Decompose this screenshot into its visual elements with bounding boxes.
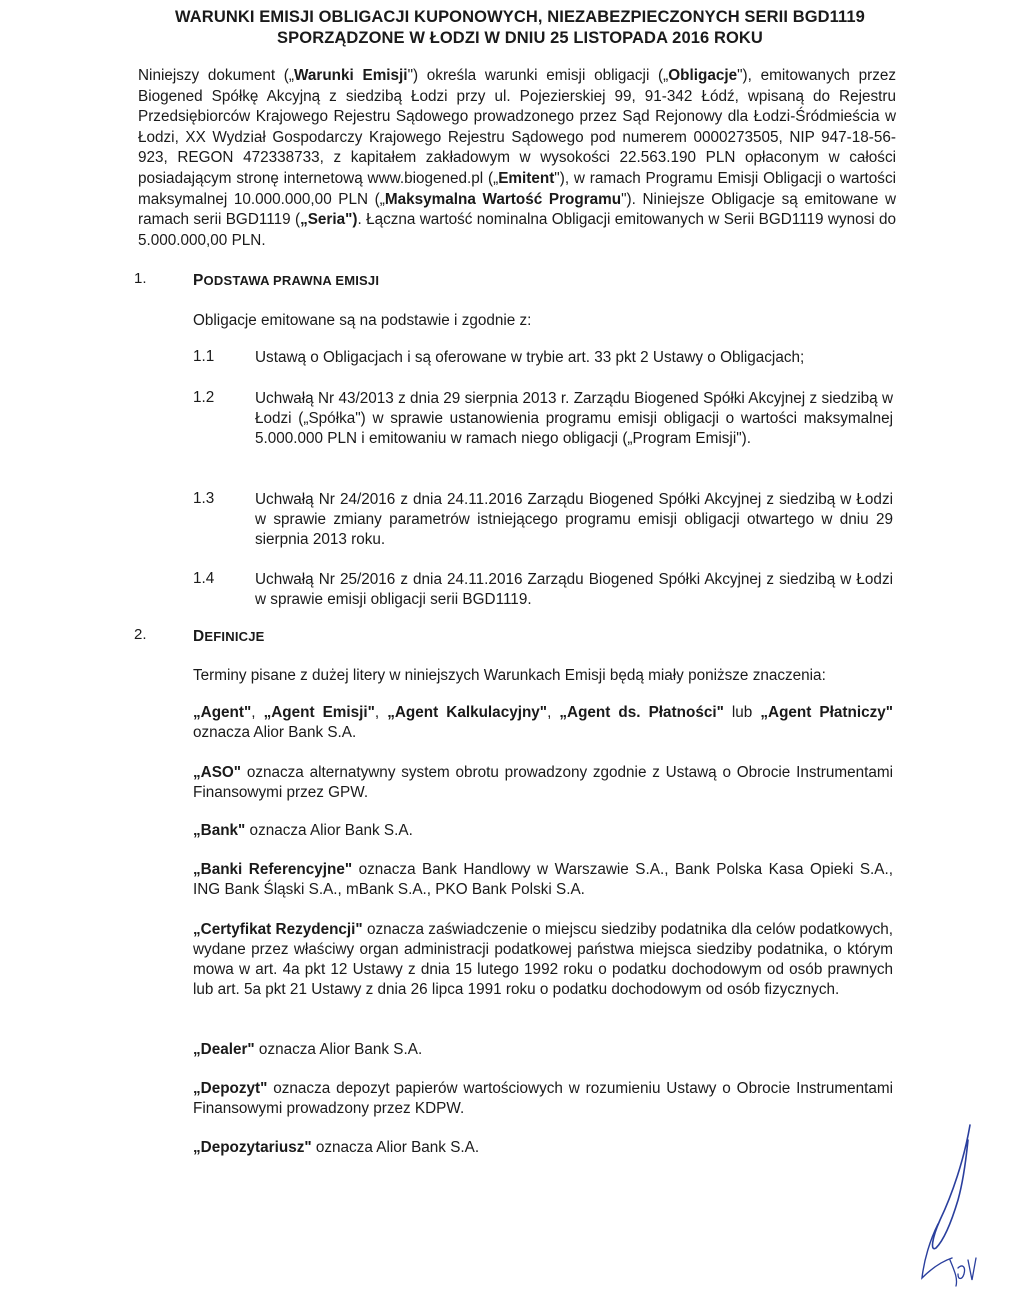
intro-paragraph: Niniejszy dokument („Warunki Emisji") określa warunki emisji obligacji („Obligacje"), emitowanych przez Biogened Spółkę Akcyjną z siedzibą Łodzi przy ul. Pojezierskiej 99, 91-342 Łódź, wpisaną do Rejestru Przedsiębiorców Krajowego Rejestru Sądowego prowadzonego przez Sąd Rejonowy dla Łodzi-Śródmieścia w Łodzi, XX Wydział Gospodarczy Krajowego Rejestru Sądowego pod numerem 0000273505, NIP 947-18-56-923, REGON 472338733, z kapitałem zakładowym w wysokości 22.563.190 PLN opłaconym w całości posiadającym stronę internetową www.biogened.pl („Emitent"), w ramach Programu Emisji Obligacji o wartości maksymalnej 10.000.000,00 PLN („Maksymalna Wartość Programu"). Niniejsze Obligacje są emitowane w ramach serii BGD1119 („Seria"). Łączna wartość nominalna Obligacji emitowanych w Serii BGD1119 wynosi do 5.000.000,00 PLN. <box>138 67 897 249</box>
list-item-number: 1.2 <box>193 389 215 406</box>
handwritten-signature <box>900 1120 980 1290</box>
section-2-lead: Terminy pisane z dużej litery w niniejszych Warunkach Emisji będą miały poniższe znaczenia: <box>193 667 826 684</box>
document-title-line-1: WARUNKI EMISJI OBLIGACJI KUPONOWYCH, NIEZABEZPIECZONYCH SERII BGD1119 <box>175 8 865 26</box>
list-item-text: Uchwałą Nr 25/2016 z dnia 24.11.2016 Zarządu Biogened Spółki Akcyjnej z siedzibą w Łodzi w sprawie emisji obligacji serii BGD1119. <box>255 571 893 609</box>
document-title-line-2: SPORZĄDZONE W ŁODZI W DNIU 25 LISTOPADA 2016 ROKU <box>277 29 763 47</box>
section-2-number: 2. <box>134 626 147 643</box>
definition-banki-referencyjne: „Banki Referencyjne" oznacza Bank Handlowy w Warszawie S.A., Bank Polska Kasa Opieki S.A., ING Bank Śląski S.A., mBank S.A., PKO Bank Polski S.A. <box>193 861 893 898</box>
section-2-title: DEFINICJE <box>193 628 265 645</box>
definition-aso: „ASO" oznacza alternatywny system obrotu prowadzony zgodnie z Ustawą o Obrocie Instrumentami Finansowymi przez GPW. <box>193 764 893 801</box>
term-emitent: Emitent <box>498 169 555 187</box>
definition-agent: „Agent", „Agent Emisji", „Agent Kalkulacyjny", „Agent ds. Płatności" lub „Agent Płatniczy" oznacza Alior Bank S.A. <box>193 704 893 741</box>
section-1-title: PODSTAWA PRAWNA EMISJI <box>193 272 380 289</box>
term-obligacje: Obligacje <box>668 67 738 84</box>
definition-depozytariusz: „Depozytariusz" oznacza Alior Bank S.A. <box>193 1139 480 1156</box>
definition-bank: „Bank" oznacza Alior Bank S.A. <box>193 822 413 839</box>
signature-initials <box>950 1258 976 1286</box>
list-item-number: 1.4 <box>193 570 215 587</box>
list-item-number: 1.3 <box>193 490 215 507</box>
term-warunki-emisji: Warunki Emisji <box>294 67 408 84</box>
list-item-text: Uchwałą Nr 43/2013 z dnia 29 sierpnia 2013 r. Zarządu Biogened Spółki Akcyjnej z siedzibą w Łodzi („Spółka") w sprawie ustanowienia programu emisji obligacji o wartości maksymalnej 5.000.000 PLN i emitowaniu w ramach niego obligacji („Program Emisji"). <box>255 390 893 448</box>
definition-dealer: „Dealer" oznacza Alior Bank S.A. <box>193 1041 423 1058</box>
definition-certyfikat-rezydencji: „Certyfikat Rezydencji" oznacza zaświadczenie o miejscu siedziby podatnika dla celów podatkowych, wydane przez właściwy organ administracji podatkowej państwa miejsca siedziby podatnika, o którym mowa w art. 4a pkt 12 Ustawy z dnia 15 lutego 1992 roku o podatku dochodowym od osób prawnych lub art. 5a pkt 21 Ustawy z dnia 26 lipca 1991 roku o podatku dochodowym od osób fizycznych. <box>193 921 893 998</box>
list-item-number: 1.1 <box>193 348 215 365</box>
definition-depozyt: „Depozyt" oznacza depozyt papierów wartościowych w rozumieniu Ustawy o Obrocie Instrumentami Finansowymi prowadzony przez KDPW. <box>193 1080 893 1117</box>
list-item-text: Uchwałą Nr 24/2016 z dnia 24.11.2016 Zarządu Biogened Spółki Akcyjnej z siedzibą w Łodzi w sprawie zmiany parametrów istniejącego programu emisji obligacji otwartego w dniu 29 sierpnia 2013 roku. <box>255 491 893 549</box>
term-seria: „Seria") <box>300 211 358 229</box>
section-1-lead: Obligacje emitowane są na podstawie i zgodnie z: <box>193 312 532 329</box>
term-maksymalna-wartosc: Maksymalna Wartość Programu <box>384 190 622 208</box>
signature-stroke <box>933 1125 970 1249</box>
list-item-text: Ustawą o Obligacjach i są oferowane w trybie art. 33 pkt 2 Ustawy o Obligacjach; <box>255 349 805 366</box>
section-1-number: 1. <box>134 270 147 287</box>
signature-stroke <box>922 1224 952 1278</box>
